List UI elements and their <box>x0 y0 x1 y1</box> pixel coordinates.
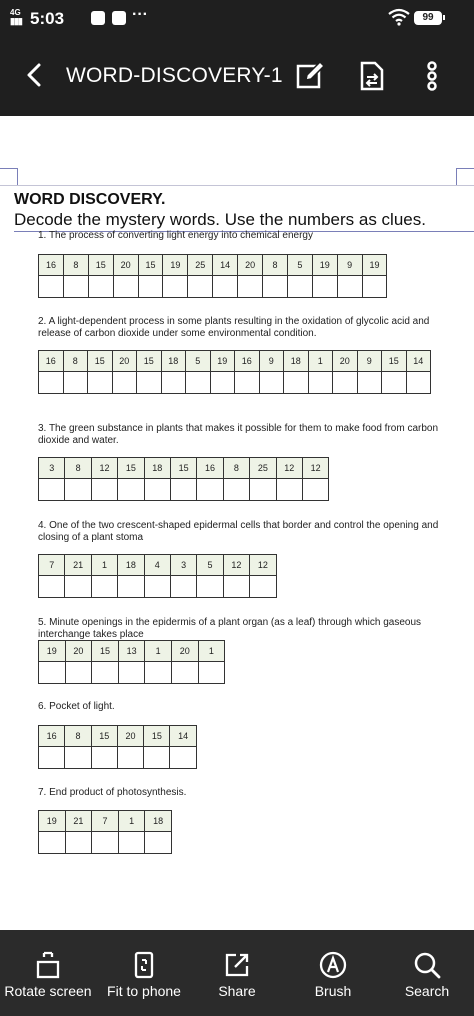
brush-button[interactable] <box>288 930 378 1016</box>
clue-number-cell: 3 <box>170 555 196 576</box>
signal-icon: ▮▮▮ <box>10 16 22 26</box>
clue-number-cell: 20 <box>65 641 92 662</box>
clue-number-cell: 12 <box>250 555 276 576</box>
clue-number-cell: 18 <box>145 811 172 832</box>
answer-blank-cell <box>362 276 387 298</box>
answer-blank-cell <box>118 576 144 598</box>
answer-blank-cell <box>308 372 333 394</box>
answer-blank-cell <box>337 276 362 298</box>
clue-number-cell: 20 <box>117 726 143 747</box>
clue-number-cell: 19 <box>39 641 66 662</box>
answer-grid <box>38 725 197 769</box>
fit-to-phone-icon <box>129 950 159 980</box>
share-icon <box>222 950 252 980</box>
clue-number-cell: 15 <box>92 641 119 662</box>
answer-blank-cell <box>145 662 172 684</box>
share-button[interactable] <box>192 930 282 1016</box>
rotate-screen-icon <box>33 950 63 980</box>
answer-blank-cell <box>223 576 249 598</box>
answer-blank-cell <box>118 832 145 854</box>
share-label: Share <box>218 983 256 999</box>
clue-number-cell: 14 <box>170 726 196 747</box>
answer-blank-cell <box>138 276 163 298</box>
clue-number-cell: 19 <box>163 255 188 276</box>
answer-blank-cell <box>382 372 407 394</box>
answer-grid <box>38 554 277 598</box>
clue-number-cell: 8 <box>65 458 91 479</box>
answer-blank-cell <box>65 479 91 501</box>
answer-blank-cell <box>276 479 302 501</box>
battery-icon <box>414 11 442 25</box>
clue-number-cell: 1 <box>308 351 333 372</box>
app-bar <box>0 38 474 116</box>
answer-letter-row <box>39 372 431 394</box>
more-options-icon[interactable] <box>416 60 448 92</box>
clue-number-cell: 1 <box>118 811 145 832</box>
clue-number-cell: 25 <box>188 255 213 276</box>
margin-guide <box>0 168 18 169</box>
answer-blank-cell <box>235 372 260 394</box>
bottom-toolbar <box>0 930 474 1016</box>
clue-number-cell: 21 <box>65 555 91 576</box>
answer-blank-cell <box>163 276 188 298</box>
answer-blank-cell <box>144 576 170 598</box>
answer-blank-cell <box>312 276 337 298</box>
answer-blank-cell <box>333 372 358 394</box>
status-bar <box>0 0 474 38</box>
answer-blank-cell <box>39 662 66 684</box>
clue-number-cell: 9 <box>357 351 382 372</box>
clue-number-cell: 12 <box>223 555 249 576</box>
answer-letter-row <box>39 832 172 854</box>
answer-letter-row <box>39 276 387 298</box>
clue-number-cell: 8 <box>223 458 249 479</box>
clue-number-cell: 15 <box>118 458 144 479</box>
clue-number-cell: 19 <box>210 351 235 372</box>
answer-letter-row <box>39 479 329 501</box>
answer-blank-cell <box>88 372 113 394</box>
answer-blank-cell <box>65 832 92 854</box>
clue-number-cell: 20 <box>113 255 138 276</box>
clue-number-cell: 15 <box>138 255 163 276</box>
answer-blank-cell <box>170 479 196 501</box>
clue-number-cell: 9 <box>259 351 284 372</box>
search-button[interactable] <box>382 930 472 1016</box>
answer-blank-cell <box>39 372 64 394</box>
answer-blank-cell <box>39 832 66 854</box>
clue-number-cell: 18 <box>144 458 170 479</box>
answer-blank-cell <box>118 662 145 684</box>
answer-blank-cell <box>170 576 196 598</box>
answer-blank-cell <box>144 479 170 501</box>
clue-number-cell: 19 <box>312 255 337 276</box>
document-page[interactable] <box>0 116 474 930</box>
answer-blank-cell <box>65 576 91 598</box>
clue-number-cell: 19 <box>39 811 66 832</box>
clue-number-cell: 20 <box>171 641 198 662</box>
answer-blank-cell <box>238 276 263 298</box>
answer-blank-cell <box>197 576 223 598</box>
answer-blank-cell <box>92 662 119 684</box>
margin-guide <box>0 185 474 186</box>
clue-number-cell: 5 <box>287 255 312 276</box>
answer-blank-cell <box>91 747 117 769</box>
clue-number-cell: 15 <box>382 351 407 372</box>
answer-blank-cell <box>91 479 117 501</box>
answer-blank-cell <box>161 372 186 394</box>
rotate-screen-label: Rotate screen <box>4 983 92 999</box>
convert-file-icon[interactable] <box>356 60 388 92</box>
worksheet-instructions: Decode the mystery words. Use the numbers as clues. <box>14 210 426 229</box>
answer-blank-cell <box>259 372 284 394</box>
question-text: 1. The process of converting light energy into chemical energy <box>38 230 313 241</box>
rotate-screen-button[interactable] <box>0 930 96 1016</box>
answer-blank-cell <box>145 832 172 854</box>
answer-blank-cell <box>112 372 137 394</box>
answer-blank-cell <box>170 747 196 769</box>
answer-blank-cell <box>65 747 91 769</box>
search-label: Search <box>404 983 450 999</box>
answer-blank-cell <box>91 576 117 598</box>
question-text: 7. End product of photosynthesis. <box>38 787 187 798</box>
answer-blank-cell <box>250 576 276 598</box>
clue-number-cell: 15 <box>170 458 196 479</box>
clue-number-cell: 8 <box>63 255 88 276</box>
question-text: 2. A light-dependent process in some plants resulting in the oxidation of glycolic acid and release of carbon dioxide under some environmental condition. <box>38 316 430 339</box>
brush-icon <box>318 950 348 980</box>
clue-number-row <box>39 458 329 479</box>
clue-number-cell: 8 <box>63 351 88 372</box>
clue-number-row <box>39 726 197 747</box>
clue-number-cell: 12 <box>276 458 302 479</box>
margin-guide <box>456 168 457 186</box>
answer-blank-cell <box>188 276 213 298</box>
answer-blank-cell <box>284 372 309 394</box>
clue-number-cell: 18 <box>284 351 309 372</box>
clue-number-row <box>39 351 431 372</box>
clue-number-cell: 4 <box>144 555 170 576</box>
clue-number-cell: 3 <box>39 458 65 479</box>
more-notifications-indicator: ··· <box>132 6 148 23</box>
clue-number-cell: 9 <box>337 255 362 276</box>
facebook-notification-icon <box>112 11 126 25</box>
clue-number-cell: 18 <box>118 555 144 576</box>
answer-blank-cell <box>39 479 65 501</box>
answer-blank-cell <box>117 747 143 769</box>
answer-blank-cell <box>197 479 223 501</box>
clue-number-cell: 16 <box>39 726 65 747</box>
clue-number-cell: 1 <box>145 641 172 662</box>
answer-blank-cell <box>113 276 138 298</box>
answer-blank-cell <box>63 372 88 394</box>
answer-grid <box>38 457 329 501</box>
answer-blank-cell <box>92 832 119 854</box>
back-arrow-icon[interactable] <box>20 60 50 90</box>
margin-guide <box>456 168 474 169</box>
answer-blank-cell <box>186 372 211 394</box>
clue-number-cell: 15 <box>88 351 113 372</box>
clue-number-cell: 16 <box>39 351 64 372</box>
answer-blank-cell <box>118 479 144 501</box>
clue-number-cell: 15 <box>144 726 170 747</box>
answer-blank-cell <box>39 576 65 598</box>
question-text: 5. Minute openings in the epidermis of a plant organ (as a leaf) through which gaseous interchange takes place <box>38 617 422 640</box>
clue-number-cell: 18 <box>161 351 186 372</box>
answer-blank-cell <box>250 479 276 501</box>
clue-number-cell: 5 <box>186 351 211 372</box>
answer-blank-cell <box>63 276 88 298</box>
answer-grid <box>38 810 172 854</box>
search-icon <box>412 950 442 980</box>
answer-grid <box>38 254 387 298</box>
answer-blank-cell <box>406 372 431 394</box>
answer-blank-cell <box>39 747 65 769</box>
answer-blank-cell <box>198 662 225 684</box>
network-type: 4G <box>10 8 21 17</box>
clue-number-cell: 25 <box>250 458 276 479</box>
network-indicator <box>10 9 22 25</box>
clue-number-cell: 8 <box>263 255 288 276</box>
fit-to-phone-label: Fit to phone <box>107 983 181 999</box>
answer-letter-row <box>39 576 277 598</box>
answer-blank-cell <box>39 276 64 298</box>
answer-grid <box>38 640 225 684</box>
clue-number-cell: 12 <box>91 458 117 479</box>
clue-number-cell: 5 <box>197 555 223 576</box>
clue-number-cell: 1 <box>91 555 117 576</box>
clue-number-cell: 8 <box>65 726 91 747</box>
wifi-icon <box>388 8 410 26</box>
clue-number-cell: 16 <box>197 458 223 479</box>
answer-letter-row <box>39 662 225 684</box>
clue-number-row <box>39 255 387 276</box>
answer-blank-cell <box>287 276 312 298</box>
clue-number-row <box>39 811 172 832</box>
answer-blank-cell <box>223 479 249 501</box>
answer-letter-row <box>39 747 197 769</box>
answer-blank-cell <box>88 276 113 298</box>
brush-label: Brush <box>314 983 352 999</box>
clue-number-cell: 20 <box>238 255 263 276</box>
clue-number-cell: 16 <box>235 351 260 372</box>
worksheet-title: WORD DISCOVERY. <box>14 191 166 208</box>
clue-number-row <box>39 555 277 576</box>
answer-blank-cell <box>210 372 235 394</box>
answer-blank-cell <box>137 372 162 394</box>
clue-number-cell: 1 <box>198 641 225 662</box>
clue-number-cell: 14 <box>213 255 238 276</box>
document-title: WORD-DISCOVERY-1 <box>66 64 283 87</box>
clue-number-cell: 7 <box>92 811 119 832</box>
clue-number-cell: 15 <box>137 351 162 372</box>
fit-to-phone-button[interactable] <box>96 930 192 1016</box>
question-text: 4. One of the two crescent-shaped epidermal cells that border and control the opening and closing of a plant stoma <box>38 520 439 543</box>
status-time: 5:03 <box>30 9 65 28</box>
clue-number-cell: 15 <box>91 726 117 747</box>
question-text: 6. Pocket of light. <box>38 701 115 712</box>
clue-number-cell: 20 <box>333 351 358 372</box>
clue-number-cell: 14 <box>406 351 431 372</box>
answer-blank-cell <box>144 747 170 769</box>
answer-blank-cell <box>357 372 382 394</box>
clue-number-cell: 16 <box>39 255 64 276</box>
clue-number-cell: 19 <box>362 255 387 276</box>
answer-blank-cell <box>213 276 238 298</box>
answer-blank-cell <box>65 662 92 684</box>
clue-number-cell: 7 <box>39 555 65 576</box>
answer-blank-cell <box>263 276 288 298</box>
clue-number-cell: 21 <box>65 811 92 832</box>
clue-number-cell: 12 <box>302 458 328 479</box>
clue-number-cell: 15 <box>88 255 113 276</box>
answer-grid <box>38 350 431 394</box>
question-text: 3. The green substance in plants that makes it possible for them to make food from carbon dioxide and water. <box>38 423 439 446</box>
answer-blank-cell <box>302 479 328 501</box>
clue-number-cell: 20 <box>112 351 137 372</box>
clue-number-cell: 13 <box>118 641 145 662</box>
edit-icon[interactable] <box>294 60 326 92</box>
margin-guide <box>17 168 18 186</box>
clue-number-row <box>39 641 225 662</box>
mail-notification-icon <box>91 11 105 25</box>
battery-level: 99 <box>422 12 434 23</box>
answer-blank-cell <box>171 662 198 684</box>
